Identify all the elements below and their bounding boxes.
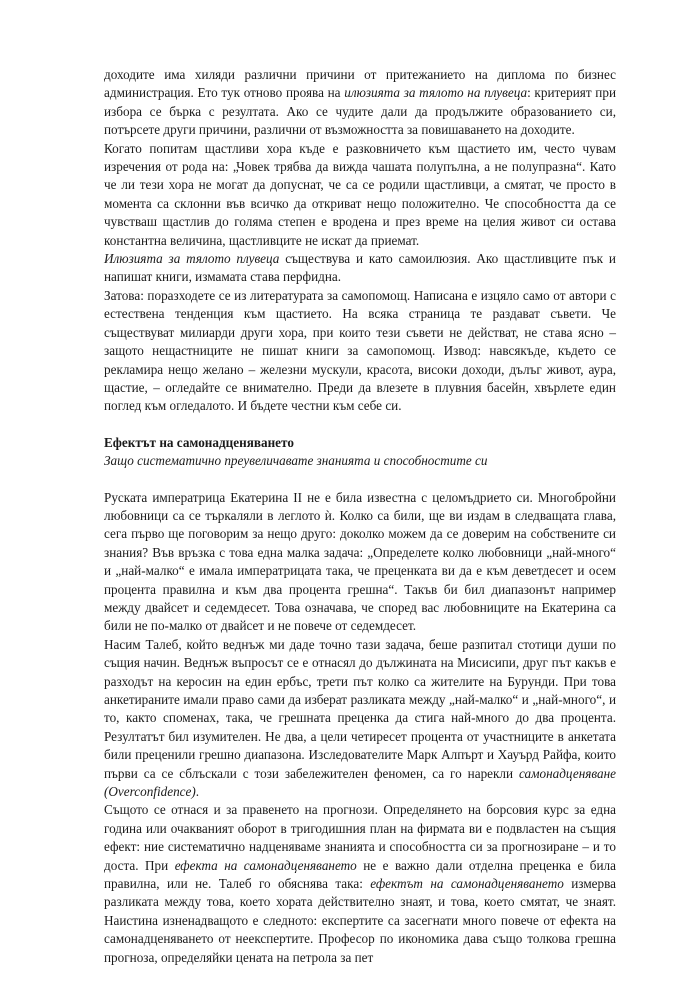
text-run: Когато попитам щастливи хора къде е разковничето към щастието им, често чувам изречения от рода на: „Човек трябва да вижда чашата полупълна, а не полупразна“. Като че ли тези хора не могат да допуснат, че са се родили щастливци, а смятат, че просто в момента са склонни във всичко да откриват нещо положително. Че способността да се чувстваш щастлив до голяма степен е вродена и през време на целия живот си остава константна величина, щастливците не искат да приемат. bbox=[104, 140, 616, 248]
paragraph bbox=[104, 250, 616, 287]
section-subtitle: Защо систематично преувеличавате знанията и способностите си bbox=[104, 453, 488, 469]
spacer bbox=[104, 471, 616, 489]
text-run: доходите има хиляди различни причини от притежанието на диплома по бизнес администрация. Ето тук отново проява на bbox=[104, 67, 616, 101]
paragraph bbox=[104, 636, 616, 802]
document-page bbox=[104, 66, 616, 967]
paragraph bbox=[104, 801, 616, 967]
text-run: съществува и като самоилюзия. Ако щастливците пък и напишат книги, измамата става перфидна. bbox=[104, 251, 616, 285]
text-run: не е важно дали отделна преценка е била правилна, или не. Талеб го обяснява така: bbox=[104, 857, 616, 892]
text-run: Затова: поразходете се из литературата за самопомощ. Написана е изцяло само от автори с естествена тенденция към щастието. На всяка страница те раздават съвети. Че съществуват милиарди други хора, при които тези съвети не действат, не става ясно – защото нещастниците не пишат книги за самопомощ. Извод: навсякъде, където се рекламира нещо желано – железни мускули, красота, високи доходи, дълъг живот, аура, щастие, – огледайте се внимателно. Преди да влезете в плувния басейн, хвърлете един поглед към огледалото. И бъдете честни към себе си. bbox=[104, 287, 616, 414]
text-run: . bbox=[195, 784, 200, 800]
spacer bbox=[104, 416, 616, 434]
text-run: : критерият при избора се бърка с резултата. Ако се чудите дали да продължите образованието си, потърсете други причини, различни от възможността за повишаването на доходите. bbox=[104, 85, 616, 138]
text-run: Същото се отнася и за правенето на прогнози. Определянето на борсовия курс за една година или очакваният оборот в тригодишния план на фирмата ви е подвластен на същия ефект: ние систематично надценяваме знанията и способността си за прогнозиране – и то доста. При bbox=[104, 802, 616, 873]
paragraph bbox=[104, 489, 616, 636]
italic-text: илюзията за тялото на плувеца bbox=[344, 85, 528, 101]
text-run: Насим Талеб, който веднъж ми даде точно тази задача, беше разпитал стотици души по същия начин. Веднъж въпросът се е отнасял до дължината на Мисисипи, друг път какъв е разходът на керосин на един ербъс, трети път колко са жителите на Бурунди. При това анкетираните имали право сами да изберат разликата между „най-малко“ и „най-много“, и то, както споменах, така, че грешната преценка да стига най-много до два процента. Резултатът бил изумителен. Не два, а цели четиресет процента от участниците в анкетата били преценили грешно диапазона. Изследователите Марк Алпърт и Хауърд Райфа, които първи са се сблъскали с този забележителен феномен, са го нарекли bbox=[104, 636, 616, 781]
text-run: измерва разликата между това, което хората действително знаят, и това, което смятат, че знаят. Наистина изненадващото е следното: експертите са засегнати много повече от ефекта на самонадценяването от неекспертите. Професор по икономика дава също толкова грешна прогноза, определяйки цената на петрола за пет bbox=[104, 876, 617, 965]
italic-text: самонадценяване (Overconfidence) bbox=[104, 765, 616, 800]
paragraph bbox=[104, 66, 616, 140]
italic-text: Илюзията за тялото плувеца bbox=[104, 251, 280, 267]
text-block-top bbox=[104, 66, 616, 416]
text-block-bottom bbox=[104, 489, 616, 968]
text-run: Руската императрица Екатерина II не е била известна с целомъдрието си. Многобройни любовници са се търкаляли в леглото ѝ. Колко са били, ще ви издам в следващата глава, сега първо ще поговорим за нещо друго: доколко можем да се доверим на собствените си знания? Във връзка с това една малка задача: „Определете колко любовници „най-много“ и „най-малко“ е имала императрицата така, че преценката ви да е към деветдесет и осем процента правилна и към два процента грешна“. Такъв би бил диапазонът например между двайсет и седемдесет. Това означава, че според вас любовниците на Екатерина са били не по-малко от двайсет и не повече от седемдесет. bbox=[104, 489, 616, 634]
paragraph bbox=[104, 287, 616, 416]
paragraph bbox=[104, 140, 616, 250]
section-title: Ефектът на самонадценяването bbox=[104, 434, 294, 450]
italic-text: ефектът на самонадценяването bbox=[370, 876, 564, 892]
italic-text: ефекта на самонадценяването bbox=[174, 857, 357, 873]
